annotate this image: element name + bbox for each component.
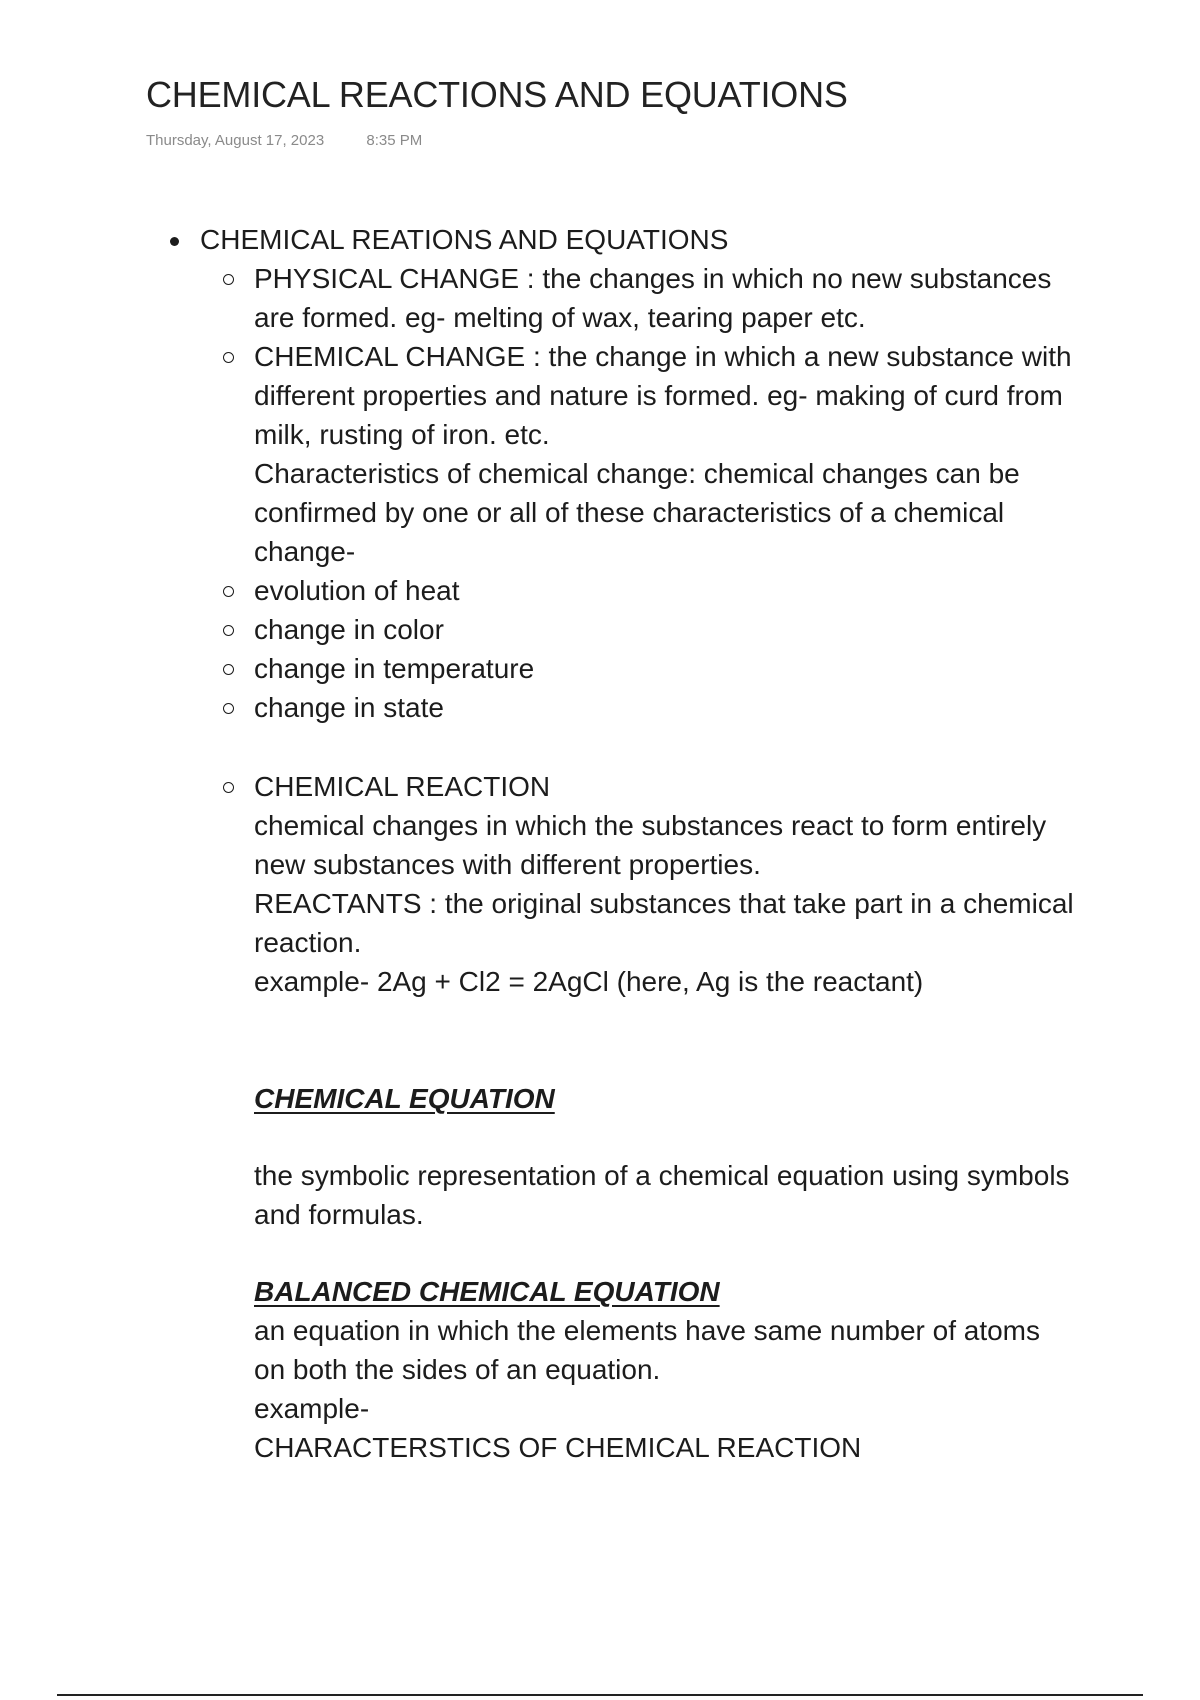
- list-item-label: evolution of heat: [254, 575, 460, 606]
- reactants-definition: REACTANTS : the original substances that take part in a chemical reaction.: [254, 888, 1074, 958]
- list-item-chemical-reaction: [0, 767, 1074, 806]
- bullet-circle-icon: [223, 586, 234, 597]
- page-meta: [146, 132, 422, 149]
- list-item-characteristic: [0, 649, 1074, 688]
- page-time: 8:35 PM: [366, 132, 423, 149]
- balanced-equation-definition: an equation in which the elements have same number of atoms on both the sides of an equation.: [254, 1315, 1041, 1385]
- page-bottom-rule: [57, 1694, 1143, 1696]
- chemical-equation-definition: the symbolic representation of a chemical equation using symbols and formulas.: [254, 1160, 1070, 1230]
- spacer: [0, 1118, 1200, 1156]
- note-body: [0, 220, 1200, 1467]
- list-item-characteristic: [0, 688, 1074, 727]
- characteristics-intro: Characteristics of chemical change: chemical changes can be confirmed by one or all of these characteristics of a chemical change-: [254, 458, 1020, 567]
- list-item-top: [0, 220, 1200, 259]
- list-item-label: CHEMICAL REATIONS AND EQUATIONS: [200, 224, 729, 255]
- reactants-example: example- 2Ag + Cl2 = 2AgCl (here, Ag is the reactant): [254, 966, 924, 997]
- list-item-characteristic: [0, 571, 1074, 610]
- page-date: Thursday, August 17, 2023: [146, 132, 325, 149]
- bullet-circle-icon: [223, 625, 234, 636]
- list-item-characteristic: [0, 610, 1074, 649]
- chemical-reaction-definition: chemical changes in which the substances react to form entirely new substances with different properties.: [254, 810, 1047, 880]
- bullet-circle-icon: [223, 274, 234, 285]
- chemical-equation-heading: CHEMICAL EQUATION: [254, 1083, 555, 1114]
- list-item-physical-change: [0, 259, 1074, 337]
- characteristics-of-reaction-heading: CHARACTERSTICS OF CHEMICAL REACTION: [254, 1432, 862, 1463]
- bullet-dot-icon: [170, 237, 179, 246]
- spacer: [0, 1001, 1200, 1079]
- page-title: CHEMICAL REACTIONS AND EQUATIONS: [146, 74, 848, 115]
- list-item-label: change in temperature: [254, 653, 535, 684]
- list-item-label: change in state: [254, 692, 444, 723]
- list-item-label: PHYSICAL CHANGE : the changes in which no new substances are formed. eg- melting of wax, tearing paper etc.: [254, 263, 1052, 333]
- bullet-circle-icon: [223, 703, 234, 714]
- balanced-equation-example: example-: [254, 1393, 370, 1424]
- balanced-equation-heading: BALANCED CHEMICAL EQUATION: [254, 1276, 720, 1307]
- bullet-circle-icon: [223, 664, 234, 675]
- list-item-label: CHEMICAL REACTION: [254, 771, 551, 802]
- bullet-circle-icon: [223, 352, 234, 363]
- spacer: [0, 1234, 1200, 1272]
- list-item-chemical-change: [0, 337, 1074, 454]
- bullet-circle-icon: [223, 782, 234, 793]
- list-item-label: change in color: [254, 614, 444, 645]
- spacer: [0, 727, 1200, 767]
- list-item-label: CHEMICAL CHANGE : the change in which a new substance with different properties and nature is formed. eg- making of curd from milk, rusting of iron. etc.: [254, 341, 1072, 450]
